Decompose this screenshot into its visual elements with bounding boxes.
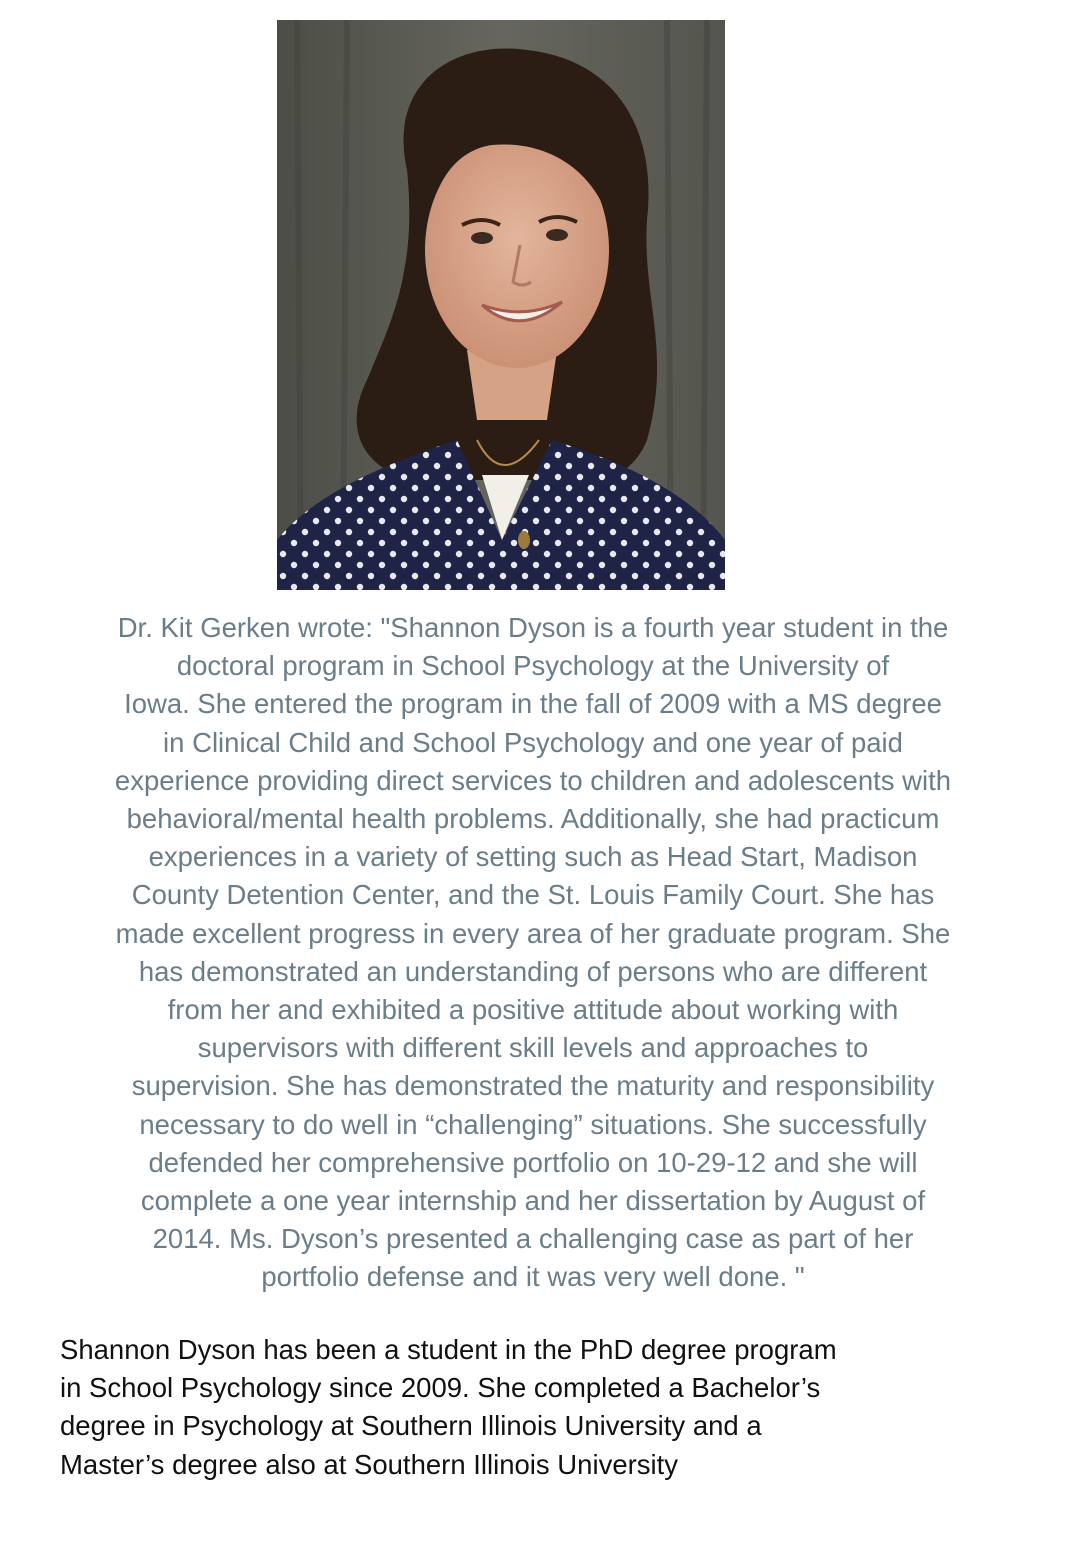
student-bio bbox=[60, 1331, 1020, 1484]
quote-line: experience providing direct services to children and adolescents with bbox=[114, 764, 952, 796]
quote-line: necessary to do well in “challenging” situations. She successfully bbox=[139, 1108, 927, 1140]
quote-line: from her and exhibited a positive attitude about working with bbox=[167, 994, 899, 1026]
bio-line: in School Psychology since 2009. She completed a Bachelor’s bbox=[60, 1372, 821, 1404]
testimonial-quote bbox=[30, 609, 1036, 1297]
quote-line: behavioral/mental health problems. Additionally, she had practicum bbox=[126, 803, 940, 835]
quote-line: has demonstrated an understanding of persons who are different bbox=[138, 955, 928, 987]
quote-line: in Clinical Child and School Psychology and one year of paid bbox=[163, 726, 903, 758]
quote-line: portfolio defense and it was very well done. " bbox=[261, 1261, 805, 1293]
quote-line: complete a one year internship and her dissertation by August of bbox=[140, 1185, 926, 1217]
bio-line: Shannon Dyson has been a student in the PhD degree program bbox=[60, 1334, 837, 1365]
portrait-photo bbox=[277, 20, 725, 590]
quote-line: supervisors with different skill levels and approaches to bbox=[197, 1032, 869, 1064]
quote-line: Dr. Kit Gerken wrote: "Shannon Dyson is a fourth year student in the bbox=[117, 612, 949, 643]
bio-line: degree in Psychology at Southern Illinois University and a bbox=[60, 1410, 762, 1442]
quote-line: experiences in a variety of setting such as Head Start, Madison bbox=[148, 841, 918, 873]
quote-line: supervision. She has demonstrated the maturity and responsibility bbox=[131, 1070, 935, 1102]
quote-line: doctoral program in School Psychology at the University of bbox=[176, 650, 890, 682]
quote-line: 2014. Ms. Dyson’s presented a challenging case as part of her bbox=[152, 1223, 914, 1255]
quote-line: defended her comprehensive portfolio on 10-29-12 and she will bbox=[148, 1146, 918, 1178]
bio-line: Master’s degree also at Southern Illinois University bbox=[60, 1448, 679, 1480]
quote-line: County Detention Center, and the St. Louis Family Court. She has bbox=[131, 879, 935, 911]
quote-line: Iowa. She entered the program in the fall of 2009 with a MS degree bbox=[124, 688, 942, 720]
portrait-illustration bbox=[277, 20, 725, 590]
quote-line: made excellent progress in every area of her graduate program. She bbox=[115, 917, 951, 949]
